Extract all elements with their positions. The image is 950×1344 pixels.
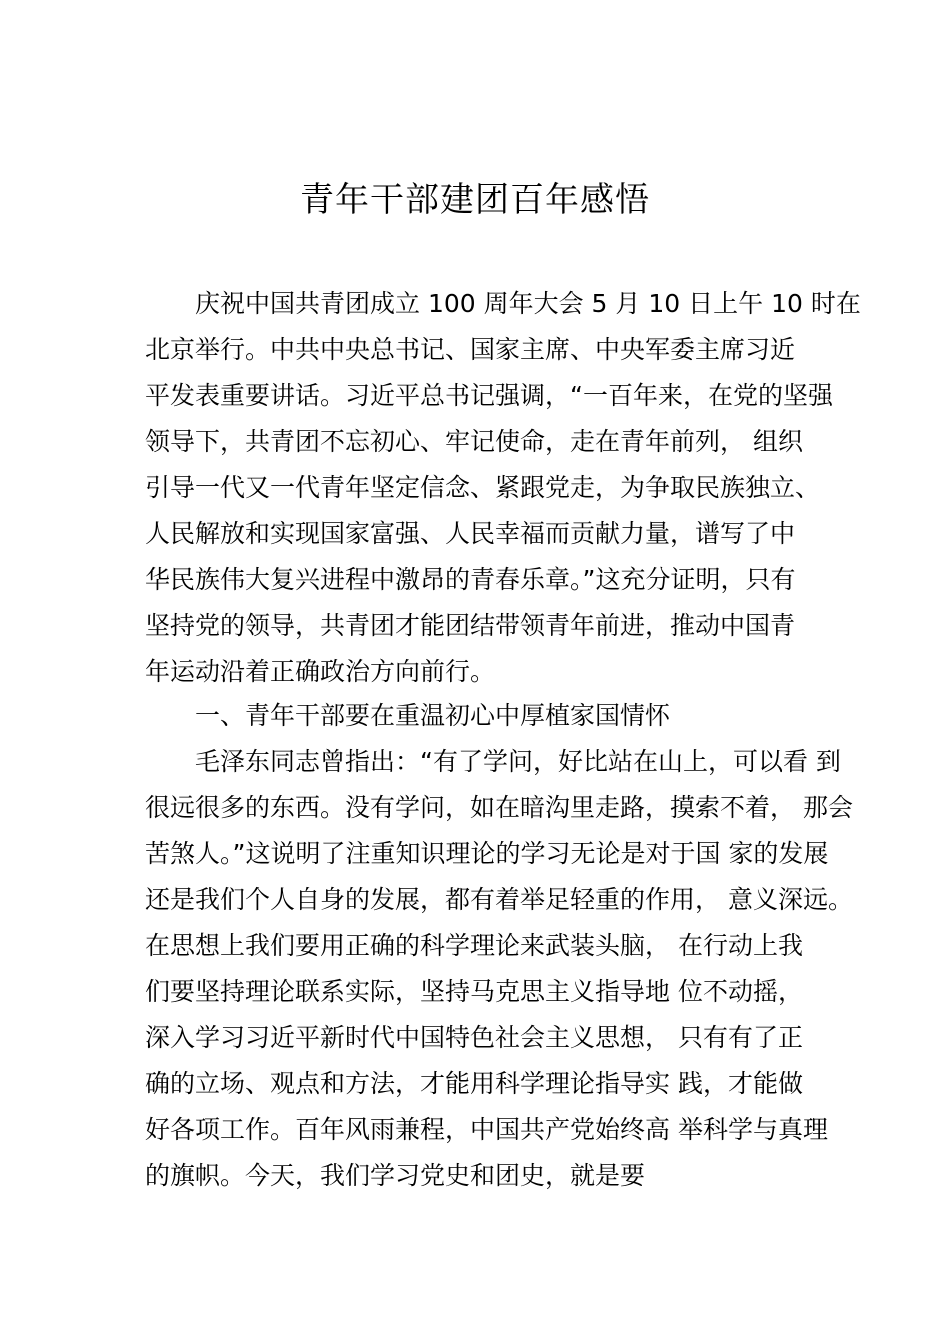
paragraph-line: 的旗帜。今天，我们学习党史和团史，就是要: [145, 1161, 646, 1190]
paragraph-line: 苦煞人。”这说明了注重知识理论的学习无论是对于国 家的发展: [145, 839, 829, 868]
paragraph-line: 引导一代又一代青年坚定信念、紧跟党走，为争取民族独立、: [145, 473, 821, 502]
paragraph-line: 确的立场、观点和方法，才能用科学理论指导实 践，才能做: [145, 1069, 803, 1098]
paragraph-line: 华民族伟大复兴进程中激昂的青春乐章。”这充分证明，只有: [145, 565, 796, 594]
paragraph-line: 年运动沿着正确政治方向前行。: [145, 657, 496, 686]
paragraph-line: 领导下，共青团不忘初心、牢记使命，走在青年前列， 组织: [145, 427, 803, 456]
paragraph-line: 庆祝中国共青团成立 100 周年大会 5 月 10 日上午 10 时在: [195, 289, 861, 318]
paragraph-line: 北京举行。中共中央总书记、国家主席、中央军委主席习近: [145, 335, 796, 364]
paragraph-line: 好各项工作。百年风雨兼程，中国共产党始终高 举科学与真理: [145, 1115, 828, 1144]
paragraph-line: 很远很多的东西。没有学问，如在暗沟里走路，摸索不着， 那会: [145, 793, 853, 822]
paragraph-line: 平发表重要讲话。习近平总书记强调，“一百年来，在党的坚强: [145, 381, 833, 410]
paragraph-line: 在思想上我们要用正确的科学理论来武装头脑， 在行动上我: [145, 931, 803, 960]
paragraph-line: 深入学习习近平新时代中国特色社会主义思想， 只有有了正: [145, 1023, 803, 1052]
paragraph-line: 人民解放和实现国家富强、人民幸福而贡献力量，谱写了中: [145, 519, 796, 548]
paragraph-line: 坚持党的领导，共青团才能团结带领青年前进，推动中国青: [145, 611, 796, 640]
paragraph-line: 们要坚持理论联系实际，坚持马克思主义指导地 位不动摇，: [145, 977, 803, 1006]
paragraph-line: 毛泽东同志曾指出：“有了学问，好比站在山上，可以看 到: [195, 747, 841, 776]
section-heading: 一、青年干部要在重温初心中厚植家国情怀: [195, 701, 671, 730]
page-title: 青年干部建团百年感悟: [300, 180, 650, 220]
paragraph-line: 还是我们个人自身的发展，都有着举足轻重的作用， 意义深远。: [145, 885, 853, 914]
